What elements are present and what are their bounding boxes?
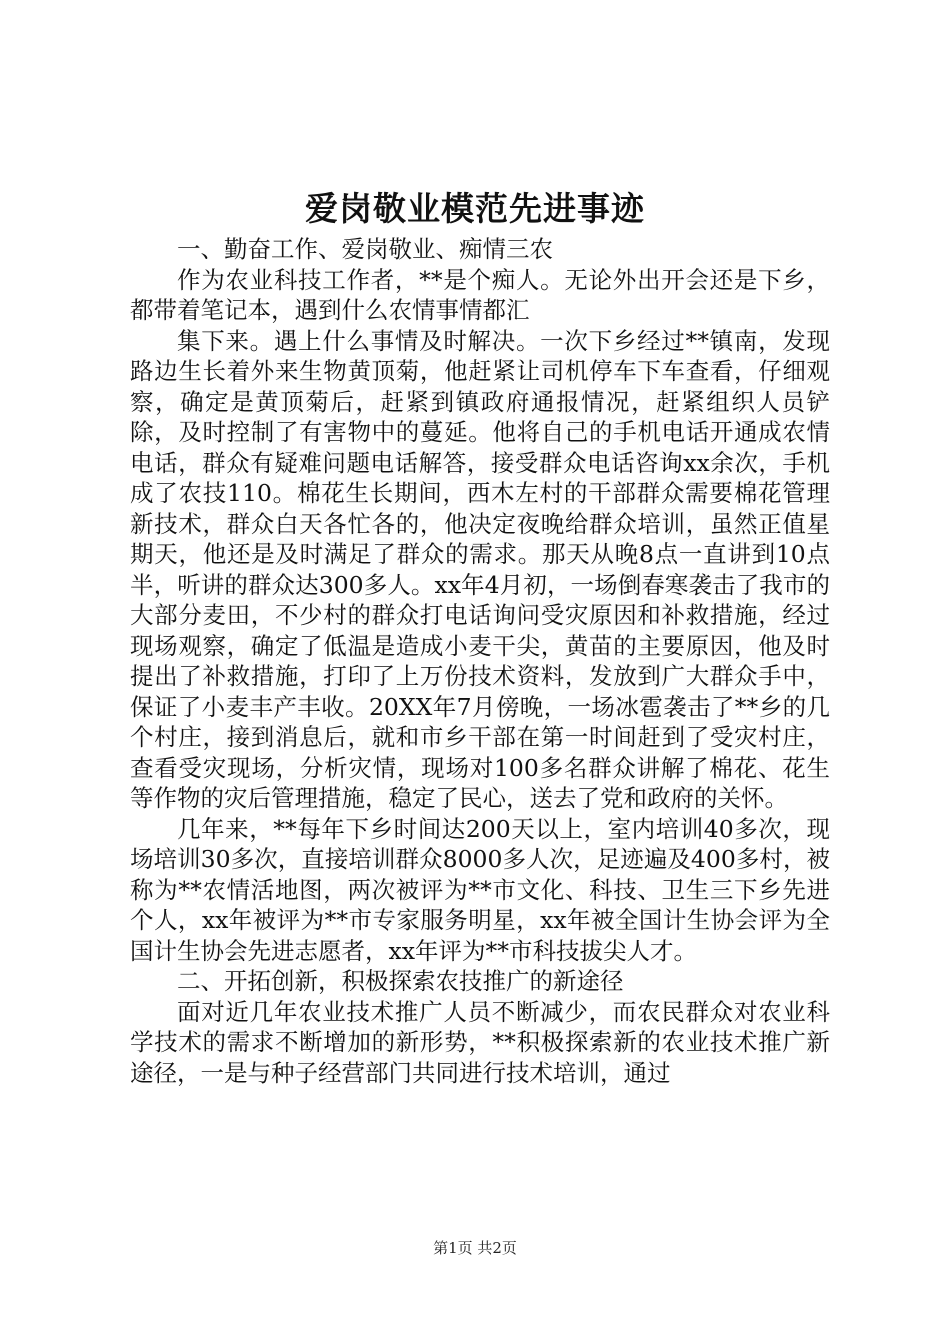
document-body xyxy=(130,234,830,1088)
paragraph-innovation: 面对近几年农业技术推广人员不断减少，而农民群众对农业科学技术的需求不断增加的新形势，**积极探索新的农业技术推广新途径，一是与种子经营部门共同进行技术培训，通过 xyxy=(130,997,830,1087)
paragraph-deeds: 集下来。遇上什么事情及时解决。一次下乡经过**镇南，发现路边生长着外来生物黄顶菊，他赶紧让司机停车下车查看，仔细观察，确定是黄顶菊后，赶紧到镇政府通报情况，赶紧组织人员铲除，及时控制了有害物中的蔓延。他将自己的手机电话开通成农情电话，群众有疑难问题电话解答，接受群众电话咨询xx余次，手机成了农技110。棉花生长期间，西木左村的干部群众需要棉花管理新技术，群众白天各忙各的，他决定夜晚给群众培训，虽然正值星期天，他还是及时满足了群众的需求。那天从晚8点一直讲到10点半，听讲的群众达300多人。xx年4月初，一场倒春寒袭击了我市的大部分麦田，不少村的群众打电话询问受灾原因和补救措施，经过现场观察，确定了低温是造成小麦干尖，黄苗的主要原因，他及时提出了补救措施，打印了上万份技术资料，发放到广大群众手中，保证了小麦丰产丰收。20XX年7月傍晚，一场冰雹袭击了**乡的几个村庄，接到消息后，就和市乡干部在第一时间赶到了受灾村庄，查看受灾现场，分析灾情，现场对100多名群众讲解了棉花、花生等作物的灾后管理措施，稳定了民心，送去了党和政府的关怀。 xyxy=(130,326,830,812)
section-heading-2: 二、开拓创新，积极探索农技推广的新途径 xyxy=(177,967,624,995)
paragraph-achievements: 几年来，**每年下乡时间达200天以上，室内培训40多次，现场培训30多次，直接培训群众8000多人次，足迹遍及400多村，被称为**农情活地图，两次被评为**市文化、科技、卫生三下乡先进个人，xx年被评为**市专家服务明星，xx年被全国计生协会评为全国计生协会先进志愿者，xx年评为**市科技拔尖人才。 xyxy=(130,814,830,965)
page-footer: 第1页 共2页 xyxy=(433,1239,517,1257)
paragraph-intro: 作为农业科技工作者，**是个痴人。无论外出开会还是下乡，都带着笔记本，遇到什么农情事情都汇 xyxy=(130,265,830,324)
section-heading-1: 一、勤奋工作、爱岗敬业、痴情三农 xyxy=(177,235,553,263)
document-title: 爱岗敬业模范先进事迹 xyxy=(305,189,645,228)
